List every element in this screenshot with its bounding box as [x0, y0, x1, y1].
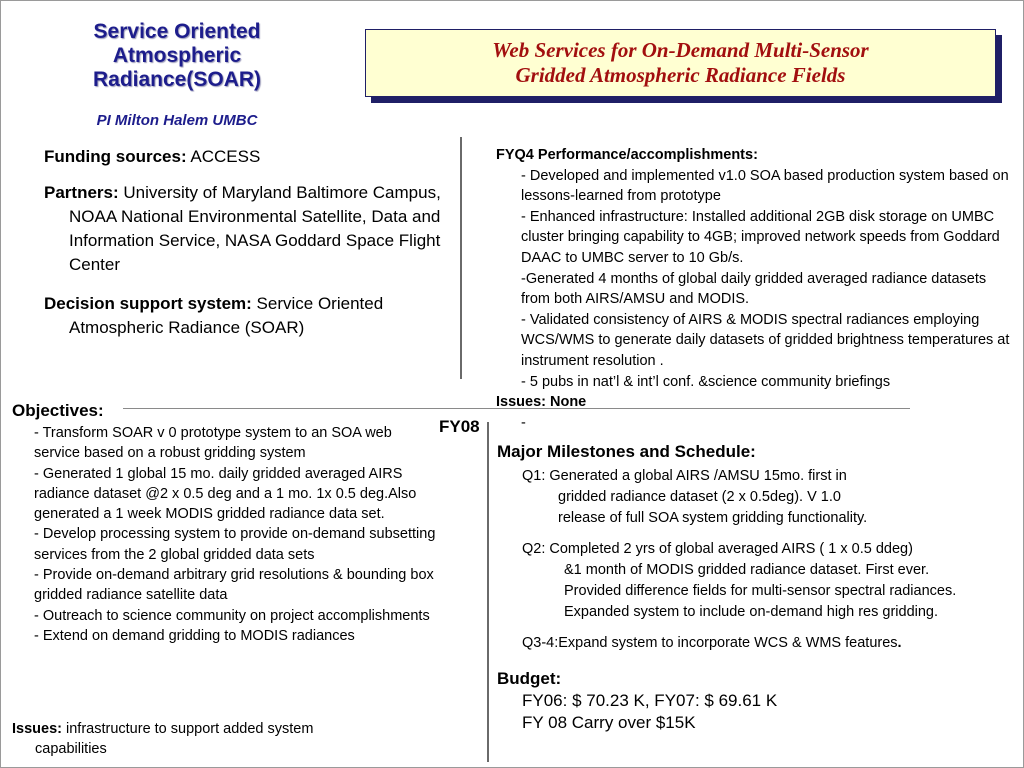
partners-value: University of Maryland Baltimore Campus, NOAA National Environmental Satellite, Data and Information Service, NASA Goddard Space Flight Center	[69, 183, 441, 274]
objectives-heading: Objectives:	[12, 401, 104, 420]
milestone-q2	[497, 539, 1021, 623]
q3-4-text: Q3-4:Expand system to incorporate WCS & WMS features	[522, 635, 898, 651]
milestone-q3-4	[497, 633, 1021, 654]
budget-line-2: FY 08 Carry over $15K	[522, 713, 696, 732]
banner-line-1: Web Services for On-Demand Multi-Sensor	[492, 38, 869, 62]
milestones-heading: Major Milestones and Schedule:	[497, 442, 756, 461]
decision-value: Service Oriented Atmospheric Radiance (SOAR)	[69, 294, 384, 337]
objective-item: - Develop processing system to provide on-demand subsetting services from the 2 global gridded data sets	[34, 526, 436, 563]
partners	[44, 181, 469, 277]
principal-investigator: PI Milton Halem UMBC	[96, 112, 258, 129]
q2-line-3: Provided difference fields for multi-sensor spectral radiances.	[564, 583, 957, 599]
q2-line-2: &1 month of MODIS gridded radiance dataset. First ever.	[564, 562, 930, 578]
budget-heading: Budget:	[497, 669, 562, 688]
funding-sources	[44, 145, 444, 169]
decision-support-system	[44, 292, 469, 340]
objectives-issues-label: Issues:	[12, 721, 62, 737]
fyq4-item: - Enhanced infrastructure: Installed additional 2GB disk storage on UMBC cluster bringing capability to 4GB; improved network speeds from Goddard DAAC to UMBC server to 10 Gb/s.	[521, 208, 1000, 266]
fyq4-item: - 5 pubs in nat’l & int’l conf. &science community briefings	[521, 373, 891, 390]
vertical-divider-bottom	[487, 422, 489, 762]
banner-line-2: Gridded Atmospheric Radiance Fields	[515, 63, 846, 87]
q1-line-2: gridded radiance dataset (2 x 0.5deg). V 1.0	[558, 489, 841, 505]
objective-item: - Outreach to science community on project accomplishments	[34, 607, 430, 624]
objective-item: - Generated 1 global 15 mo. daily gridded averaged AIRS radiance dataset @2 x 0.5 deg and a 1 mo. 1x 0.5 deg.Also generated a 1 week MODIS gridded radiance data set.	[34, 465, 417, 523]
milestones-section	[497, 441, 1021, 654]
q3-4-period: .	[897, 635, 902, 651]
funding-label: Funding sources:	[44, 147, 187, 166]
q1-line-1: Q1: Generated a global AIRS /AMSU 15mo. first in	[522, 468, 847, 484]
budget-line-1: FY06: $ 70.23 K, FY07: $ 69.61 K	[522, 691, 778, 710]
objectives-issues	[12, 719, 437, 759]
fy08-label: FY08	[439, 417, 480, 436]
q1-line-3: release of full SOA system gridding functionality.	[558, 510, 868, 526]
fyq4-heading: FYQ4 Performance/accomplishments:	[496, 147, 758, 163]
q2-line-4: Expanded system to include on-demand high res gridding.	[564, 604, 939, 620]
objective-item: - Provide on-demand arbitrary grid resolutions & bounding box gridded radiance satellite data	[34, 567, 434, 604]
objective-item: - Extend on demand gridding to MODIS radiances	[34, 627, 355, 644]
q2-line-1: Q2: Completed 2 yrs of global averaged AIRS ( 1 x 0.5 ddeg)	[522, 541, 913, 557]
objective-item: - Transform SOAR v 0 prototype system to an SOA web service based on a robust gridding system	[34, 425, 392, 462]
funding-value: ACCESS	[186, 147, 261, 166]
budget-section	[497, 668, 777, 734]
decision-label: Decision support system:	[44, 294, 252, 313]
fyq4-section	[496, 145, 1016, 433]
fyq4-item: - Validated consistency of AIRS & MODIS spectral radiances employing WCS/WMS to generate daily datasets of gridded brightness temperatures at instrument resolution .	[521, 311, 1010, 369]
fyq4-item: - Developed and implemented v1.0 SOA based production system based on lessons-learned from prototype	[521, 167, 1009, 205]
objectives-section	[12, 401, 437, 646]
title-banner	[365, 29, 996, 97]
fyq4-issues-dash: -	[521, 414, 526, 431]
project-title: Service Oriented Atmospheric Radiance(SOAR)	[92, 20, 262, 91]
fyq4-item: -Generated 4 months of global daily gridded averaged radiance datasets from both AIRS/AMSU and MODIS.	[521, 270, 987, 308]
objectives-issues-line-2: capabilities	[35, 741, 107, 757]
objectives-issues-line-1: infrastructure to support added system	[61, 721, 314, 737]
milestone-q1	[497, 466, 1021, 529]
fyq4-issues: Issues: None	[496, 394, 587, 411]
partners-label: Partners:	[44, 183, 119, 202]
